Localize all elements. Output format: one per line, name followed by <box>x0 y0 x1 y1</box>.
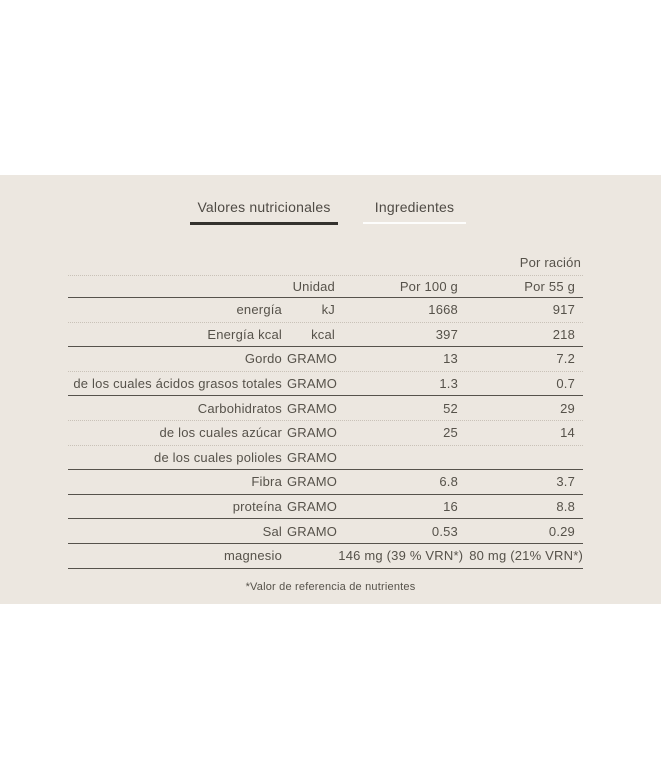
row-unit: GRAMO <box>287 474 338 490</box>
row-unit: GRAMO <box>287 425 338 441</box>
header-por-100g: Por 100 g <box>399 279 458 294</box>
row-label: Sal <box>262 523 282 539</box>
row-per100: 16 <box>443 499 458 515</box>
row-unit: kcal <box>311 326 335 342</box>
tab-valores-nutricionales[interactable] <box>190 198 338 225</box>
row-per55: 3.7 <box>556 474 575 490</box>
table-row-por-racion <box>68 250 583 276</box>
row-label: magnesio <box>224 548 282 564</box>
row-unit: GRAMO <box>287 499 338 515</box>
table-row-acidos-grasos <box>68 372 583 397</box>
table-row-magnesio <box>68 544 583 569</box>
row-per100: 25 <box>443 425 458 441</box>
row-per100: 1668 <box>428 302 458 318</box>
row-unit: GRAMO <box>287 351 338 367</box>
table-row-fibra <box>68 470 583 495</box>
row-per100: 6.8 <box>439 474 458 490</box>
row-label: Carbohidratos <box>197 400 282 416</box>
row-label: energía <box>236 302 282 318</box>
vrn-footnote: *Valor de referencia de nutrientes <box>245 581 416 593</box>
nutrition-panel <box>0 175 661 604</box>
row-per100: 1.3 <box>439 376 458 392</box>
row-label: Energía kcal <box>207 326 282 342</box>
row-per55: 0.29 <box>548 523 575 539</box>
table-row-energia-kcal <box>68 323 583 348</box>
row-unit: GRAMO <box>287 449 338 465</box>
row-label: Gordo <box>244 351 282 367</box>
row-per55: 917 <box>552 302 575 318</box>
row-unit: kJ <box>321 302 335 318</box>
table-header-row <box>68 276 583 298</box>
row-per55: 8.8 <box>556 499 575 515</box>
header-unidad: Unidad <box>292 279 335 294</box>
row-per55: 0.7 <box>556 376 575 392</box>
row-unit: GRAMO <box>287 523 338 539</box>
row-unit: GRAMO <box>287 400 338 416</box>
row-per100: 397 <box>435 326 458 342</box>
table-row-polioles <box>68 446 583 471</box>
row-unit: GRAMO <box>287 376 338 392</box>
row-per100: 146 mg (39 % VRN*) <box>338 548 464 564</box>
table-row-proteina <box>68 495 583 520</box>
tab-ingredientes[interactable] <box>363 198 466 224</box>
nutrition-table <box>68 250 583 569</box>
table-row-sal <box>68 519 583 544</box>
row-per100: 13 <box>443 351 458 367</box>
row-per55: 7.2 <box>556 351 575 367</box>
row-per100: 0.53 <box>431 523 458 539</box>
table-row-azucar <box>68 421 583 446</box>
table-row-carbohidratos <box>68 396 583 421</box>
por-racion-label: Por ración <box>519 255 581 270</box>
row-per55: 14 <box>560 425 575 441</box>
tab-valores-nutricionales-label: Valores nutricionales <box>197 199 331 215</box>
header-por-55g: Por 55 g <box>524 279 575 294</box>
row-magnesio-values <box>287 548 583 563</box>
tab-ingredientes-label: Ingredientes <box>374 199 455 215</box>
table-row-gordo <box>68 347 583 372</box>
row-per55: 29 <box>560 400 575 416</box>
row-per55: 80 mg (21% VRN*) <box>469 548 583 564</box>
row-label: de los cuales azúcar <box>159 425 282 441</box>
row-label: proteína <box>232 499 282 515</box>
table-row-energia <box>68 298 583 323</box>
row-label: Fibra <box>251 474 282 490</box>
row-label: de los cuales ácidos grasos totales <box>73 376 282 392</box>
row-label: de los cuales polioles <box>154 449 282 465</box>
row-per55: 218 <box>552 326 575 342</box>
row-per100: 52 <box>443 400 458 416</box>
